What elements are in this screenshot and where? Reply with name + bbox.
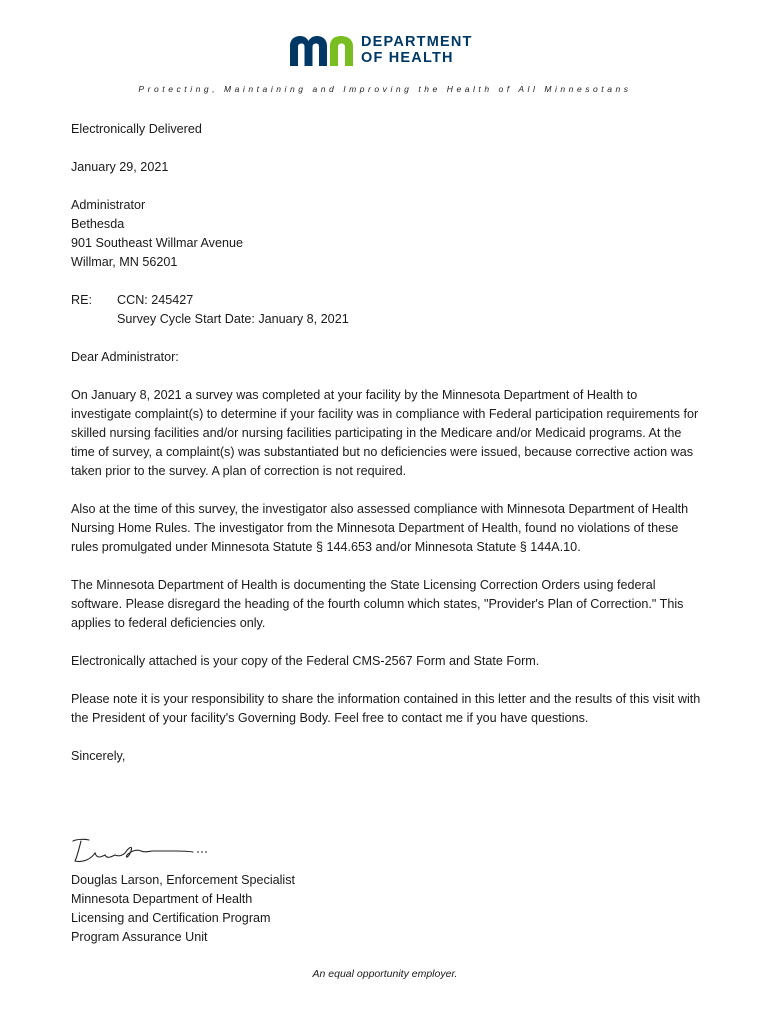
paragraph: Also at the time of this survey, the investigator also assessed compliance with Minnesota Department of Health Nursing Home Rules. The investigator from the Minnesota Department of Health, found no violations of these rules promulgated under Minnesota Statute § 144.653 and/or Minnesota Statute § 144A.10. — [71, 502, 689, 554]
tagline: Protecting, Maintaining and Improving the Health of All Minnesotans — [138, 84, 632, 94]
signer-block — [71, 871, 295, 947]
re-ccn: CCN: 245427 — [117, 293, 194, 307]
re-survey-cycle: Survey Cycle Start Date: January 8, 2021 — [117, 312, 349, 326]
footer-text: An equal opportunity employer. — [312, 968, 458, 980]
recipient-street: 901 Southeast Willmar Avenue — [71, 236, 243, 250]
delivery-method: Electronically Delivered — [71, 122, 202, 136]
mdh-logo — [289, 32, 489, 72]
recipient-name: Bethesda — [71, 217, 125, 231]
signer-unit: Program Assurance Unit — [71, 930, 208, 944]
signer-name: Douglas Larson, Enforcement Specialist — [71, 873, 296, 887]
paragraph: Please note it is your responsibility to share the information contained in this letter and the results of this visit with the President of your facility's Governing Body. Feel free to contact me if you have questions. — [71, 692, 701, 725]
signature-icon — [67, 833, 217, 867]
paragraph: Electronically attached is your copy of the Federal CMS-2567 Form and State Form. — [71, 654, 540, 668]
recipient-city: Willmar, MN 56201 — [71, 255, 178, 269]
signer-organization: Minnesota Department of Health — [71, 892, 253, 906]
department-name — [361, 34, 473, 66]
closing: Sincerely, — [71, 749, 126, 763]
re-block — [71, 291, 701, 329]
signature — [67, 833, 217, 872]
recipient-title: Administrator — [71, 198, 146, 212]
department-line-1: DEPARTMENT — [361, 34, 473, 50]
department-line-2: OF HEALTH — [361, 50, 454, 66]
letterhead — [0, 32, 770, 72]
paragraph: The Minnesota Department of Health is documenting the State Licensing Correction Orders using federal software. Please disregard the heading of the fourth column which states, "Provider's Plan of Correction." This applies to federal deficiencies only. — [71, 578, 684, 630]
paragraph: On January 8, 2021 a survey was completed at your facility by the Minnesota Department of Health to investigate complaint(s) to determine if your facility was in compliance with Federal participation requirements for skilled nursing facilities and/or nursing facilities participating in the Medicare and/or Medicaid programs. At the time of survey, a complaint(s) was substantiated but no deficiencies were issued, because corrective action was taken prior to the survey. A plan of correction is not required. — [71, 388, 699, 478]
salutation: Dear Administrator: — [71, 350, 179, 364]
re-label: RE: — [71, 293, 92, 307]
signer-program: Licensing and Certification Program — [71, 911, 271, 925]
letter-body — [71, 120, 701, 766]
recipient-address — [71, 196, 701, 272]
mn-logo-icon — [289, 35, 355, 67]
letter-date: January 29, 2021 — [71, 160, 169, 174]
